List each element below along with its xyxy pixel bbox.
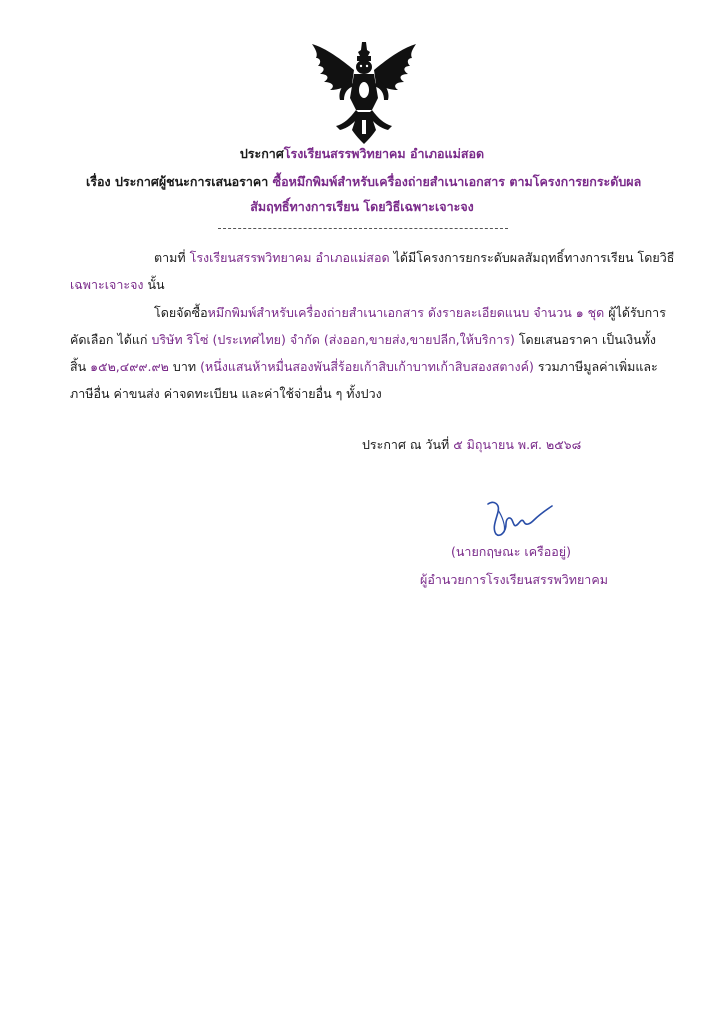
subject-prefix: เรื่อง ประกาศผู้ชนะการเสนอราคา [86, 174, 269, 189]
p1-text-d: นั้น [143, 277, 165, 292]
paragraph-2-line-3 [70, 359, 658, 375]
p2-item: หมึกพิมพ์สำหรับเครื่องถ่ายสำเนาเอกสาร ดังรายละเอียดแนบ จำนวน ๑ ชุด [207, 305, 605, 320]
title-prefix: ประกาศ [239, 146, 284, 161]
p2-text-c: คัดเลือก ได้แก่ [70, 332, 148, 347]
paragraph-1-line-1 [154, 250, 674, 266]
announcement-title [0, 146, 724, 162]
header-divider [218, 228, 508, 229]
paragraph-2-line-1 [154, 305, 666, 321]
title-school-name: โรงเรียนสรรพวิทยาคม อำเภอแม่สอด [283, 146, 485, 161]
p2-text-e: สิ้น [70, 359, 87, 374]
p1-text-b: ได้มีโครงการยกระดับผลสัมฤทธิ์ทางการเรียน โดยวิธี [393, 250, 675, 265]
p2-text-f: บาท [172, 359, 197, 374]
garuda-emblem-icon [306, 40, 422, 146]
subject-line-2: สัมฤทธิ์ทางการเรียน โดยวิธีเฉพาะเจาะจง [250, 199, 474, 214]
p1-school-name: โรงเรียนสรรพวิทยาคม อำเภอแม่สอด [189, 250, 390, 265]
p2-text-b: ผู้ได้รับการ [604, 305, 666, 320]
date-prefix: ประกาศ ณ วันที่ [362, 437, 454, 452]
paragraph-1-line-2 [70, 277, 165, 293]
subject-line-1 [86, 174, 641, 190]
p1-method: เฉพาะเจาะจง [70, 277, 144, 292]
date-value: ๕ มิถุนายน พ.ศ. ๒๕๖๘ [453, 437, 582, 452]
signer-name: (นายกฤษณะ เครืออยู่) [451, 544, 571, 559]
p1-text-a: ตามที่ [154, 250, 186, 265]
p2-text-d: โดยเสนอราคา เป็นเงินทั้ง [518, 332, 657, 347]
paragraph-2-line-4: ภาษีอื่น ค่าขนส่ง ค่าจดทะเบียน และค่าใช้จ่ายอื่น ๆ ทั้งปวง [70, 386, 382, 401]
p2-amount-words: (หนึ่งแสนห้าหมื่นสองพันสี่ร้อยเก้าสิบเก้าบาทเก้าสิบสองสตางค์) [200, 359, 534, 374]
signer-position: ผู้อำนวยการโรงเรียนสรรพวิทยาคม [420, 572, 608, 587]
p2-text-a: โดยจัดซื้อ [154, 305, 208, 320]
paragraph-2-line-2 [70, 332, 656, 348]
p2-text-g: รวมภาษีมูลค่าเพิ่มและ [537, 359, 658, 374]
announcement-date [362, 437, 581, 453]
p2-amount: ๑๕๒,๔๙๙.๙๒ [90, 359, 169, 374]
signature-image [484, 498, 556, 542]
subject-item: ซื้อหมึกพิมพ์สำหรับเครื่องถ่ายสำเนาเอกสาร ตามโครงการยกระดับผล [272, 174, 642, 189]
p2-company: บริษัท ริโซ่ (ประเทศไทย) จำกัด (ส่งออก,ขายส่ง,ขายปลีก,ให้บริการ) [151, 332, 515, 347]
